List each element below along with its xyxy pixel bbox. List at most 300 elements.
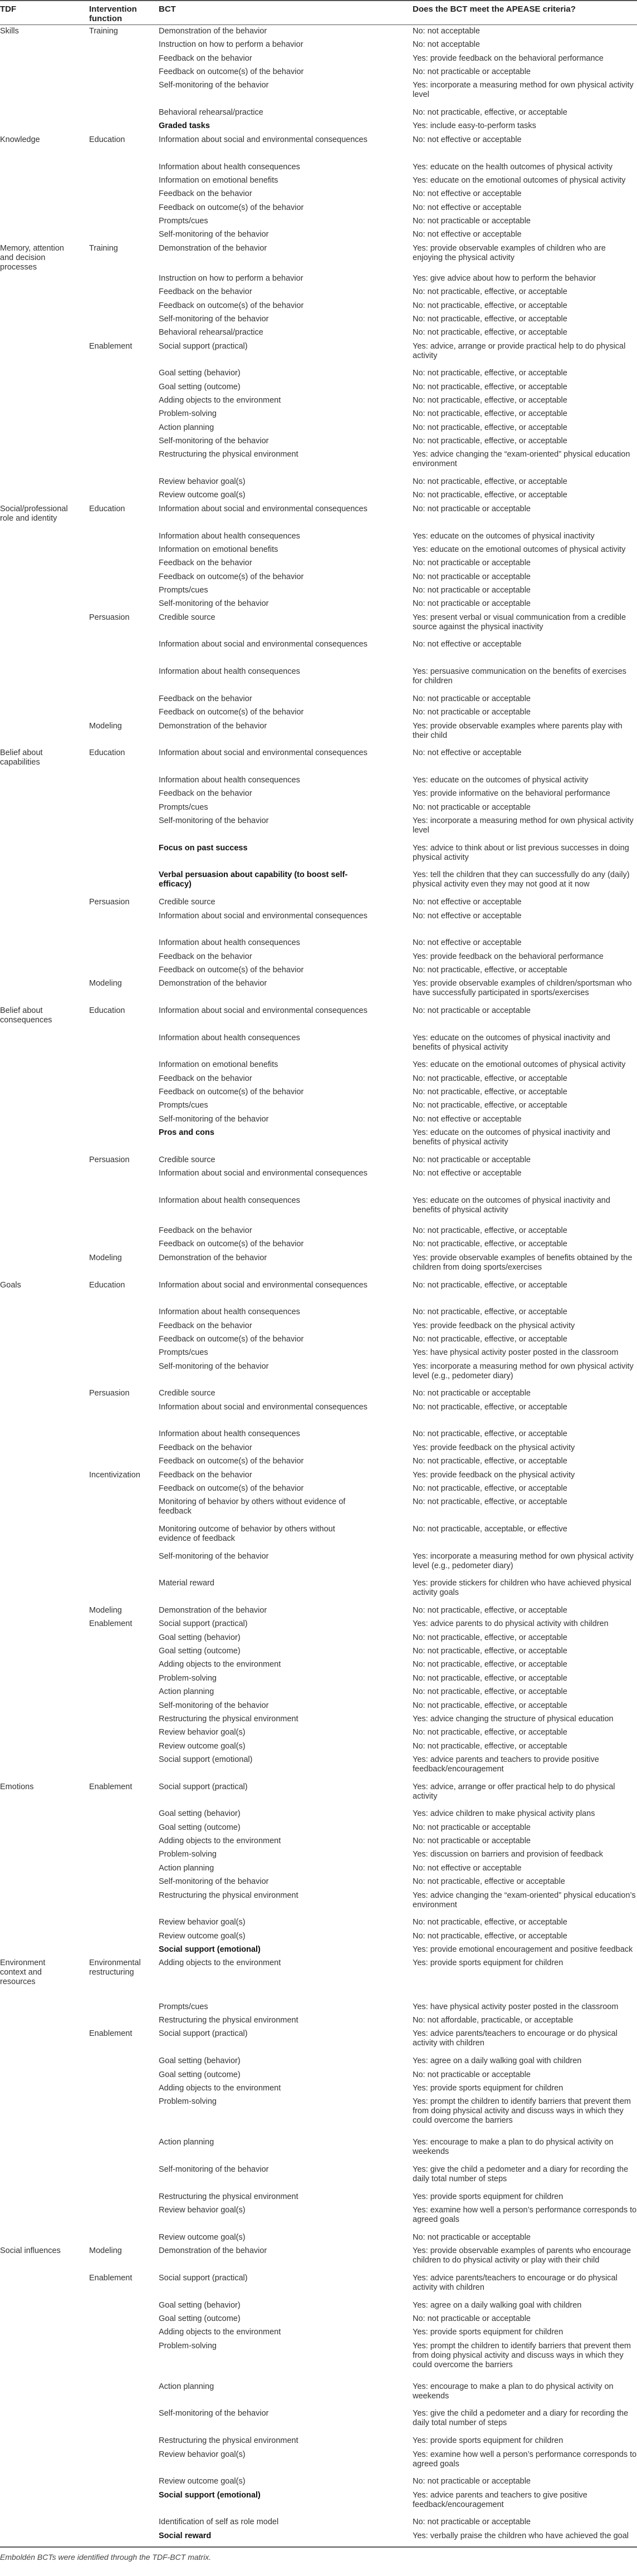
apease-cell: Yes: provide sports equipment for children xyxy=(413,2328,564,2337)
apease-cell: No: not practicable, effective, or acceptable xyxy=(413,1088,567,1096)
bct-cell: Restructuring the physical environment xyxy=(159,2436,298,2445)
bct-cell: Prompts/cues xyxy=(159,803,208,812)
apease-cell: Yes: provide observable examples of children/sportsman who have successfully participated in sports/exercises xyxy=(413,979,632,997)
apease-cell: No: not practicable, effective, or acceptable xyxy=(413,1101,567,1110)
apease-cell: No: not practicable, effective, or acceptable xyxy=(413,383,567,391)
bct-cell: Self-monitoring of the behavior xyxy=(159,2409,269,2418)
bct-cell: Restructuring the physical environment xyxy=(159,1715,298,1723)
bct-cell: Action planning xyxy=(159,2138,214,2147)
function-cell: Incentivization xyxy=(89,1471,140,1480)
apease-cell: Yes: provide informative on the behavioral performance xyxy=(413,789,610,798)
bct-cell: Focus on past success xyxy=(159,844,248,853)
apease-cell: No: not practicable, effective, or acceptable xyxy=(413,396,567,405)
bct-cell: Feedback on the behavior xyxy=(159,1471,252,1480)
bct-cell: Demonstration of the behavior xyxy=(159,27,267,36)
bct-cell: Information about social and environmental consequences xyxy=(159,1169,367,1178)
bct-cell: Adding objects to the environment xyxy=(159,2084,281,2093)
apease-cell: Yes: provide observable examples of benefits obtained by the children from doing sports/exercises xyxy=(413,1253,633,1272)
apease-cell: Yes: persuasive communication on the benefits of exercises for children xyxy=(413,667,626,685)
bct-cell: Self-monitoring of the behavior xyxy=(159,1552,269,1561)
apease-cell: Yes: provide observable examples of parents who encourage children to do physical activity or play with their child xyxy=(413,2246,631,2265)
apease-cell: Yes: agree on a daily walking goal with children xyxy=(413,2301,582,2310)
apease-cell: No: not effective or acceptable xyxy=(413,748,522,757)
apease-cell: Yes: educate on the emotional outcomes of physical activity xyxy=(413,1060,626,1069)
apease-cell: No: not practicable or acceptable xyxy=(413,1155,531,1164)
apease-cell: No: not practicable or acceptable xyxy=(413,2070,531,2079)
apease-cell: Yes: provide feedback on the behavioral performance xyxy=(413,54,604,63)
apease-cell: No: not practicable, effective, or acceptable xyxy=(413,1633,567,1642)
apease-cell: Yes: advice parents and teachers to give positive feedback/encouragement xyxy=(413,2491,587,2509)
apease-cell: No: not practicable, effective, or acceptable xyxy=(413,1674,567,1683)
apease-cell: Yes: advice, arrange or provide practical help to do physical activity xyxy=(413,342,626,360)
apease-cell: Yes: prompt the children to identify barriers that prevent them from doing physical activity and discuss ways in which they could overcome the barriers xyxy=(413,2097,631,2125)
bct-cell: Feedback on outcome(s) of the behavior xyxy=(159,1335,304,1344)
bct-cell: Social support (practical) xyxy=(159,342,248,351)
apease-cell: No: not practicable, effective, or acceptable xyxy=(413,1403,567,1412)
bct-cell: Goal setting (outcome) xyxy=(159,383,241,391)
bct-cell: Review outcome goal(s) xyxy=(159,2477,246,2486)
bct-cell: Review outcome goal(s) xyxy=(159,1932,246,1941)
apease-cell: No: not practicable, effective, or acceptable xyxy=(413,1429,567,1438)
bct-cell: Feedback on outcome(s) of the behavior xyxy=(159,1484,304,1493)
bct-cell: Review outcome goal(s) xyxy=(159,1742,246,1751)
bct-cell: Information on emotional benefits xyxy=(159,1060,278,1069)
bct-cell: Self-monitoring of the behavior xyxy=(159,315,269,324)
bct-cell: Goal setting (outcome) xyxy=(159,1823,241,1832)
apease-cell: No: not acceptable xyxy=(413,40,480,49)
apease-cell: No: not practicable, effective, or acceptable xyxy=(413,1307,567,1316)
apease-cell: No: not practicable, effective, or acceptable xyxy=(413,1728,567,1737)
apease-cell: No: not practicable, effective, or acceptable xyxy=(413,328,567,337)
bct-cell: Social support (practical) xyxy=(159,1619,248,1628)
function-cell: Education xyxy=(89,1281,125,1290)
function-cell: Persuasion xyxy=(89,898,130,907)
bct-cell: Instruction on how to perform a behavior xyxy=(159,274,303,283)
apease-cell: No: not practicable, effective, or acceptable xyxy=(413,1497,567,1506)
bct-cell: Information about social and environmental consequences xyxy=(159,1281,367,1290)
apease-cell: No: not practicable, effective or acceptable xyxy=(413,1877,565,1886)
function-cell: Modeling xyxy=(89,2246,122,2255)
function-cell: Persuasion xyxy=(89,1155,130,1164)
apease-cell: Yes: discussion on barriers and provision of feedback xyxy=(413,1850,604,1859)
apease-cell: No: not effective or acceptable xyxy=(413,1169,522,1178)
bct-cell: Social support (practical) xyxy=(159,2274,248,2283)
function-cell: Education xyxy=(89,1006,125,1015)
apease-cell: No: not effective or acceptable xyxy=(413,1864,522,1873)
apease-cell: Yes: encourage to make a plan to do physical activity on weekends xyxy=(413,2382,614,2401)
apease-cell: No: not practicable, effective, or acceptable xyxy=(413,1687,567,1696)
bct-cell: Information about health consequences xyxy=(159,163,300,172)
apease-cell: No: not practicable, effective, or acceptable xyxy=(413,966,567,974)
bct-cell: Demonstration of the behavior xyxy=(159,1606,267,1615)
apease-cell: Yes: give advice about how to perform the behavior xyxy=(413,274,596,283)
apease-cell: Yes: provide observable examples of children who are enjoying the physical activity xyxy=(413,244,606,262)
apease-cell: Yes: tell the children that they can successfully do any (daily) physical activity even they may not good at it now xyxy=(413,870,630,889)
bct-cell: Information about health consequences xyxy=(159,776,300,785)
bct-cell: Adding objects to the environment xyxy=(159,1836,281,1845)
bct-cell: Review behavior goal(s) xyxy=(159,1728,246,1737)
bct-cell: Information about health consequences xyxy=(159,1307,300,1316)
bct-cell: Goal setting (behavior) xyxy=(159,1633,241,1642)
function-cell: Environmental restructuring xyxy=(89,1958,141,1977)
bct-cell: Problem-solving xyxy=(159,1850,217,1859)
apease-cell: Yes: advice changing the “exam-oriented” physical education’s environment xyxy=(413,1891,636,1909)
bct-cell: Information about social and environmental consequences xyxy=(159,748,367,757)
function-cell: Training xyxy=(89,244,118,253)
bct-cell: Verbal persuasion about capability (to boost self-efficacy) xyxy=(159,870,348,889)
bct-cell: Self-monitoring of the behavior xyxy=(159,1877,269,1886)
bct-cell: Feedback on outcome(s) of the behavior xyxy=(159,203,304,212)
bct-cell: Prompts/cues xyxy=(159,586,208,595)
function-cell: Enablement xyxy=(89,2274,133,2283)
apease-cell: Yes: provide stickers for children who have achieved physical activity goals xyxy=(413,1579,631,1597)
bct-cell: Goal setting (behavior) xyxy=(159,2056,241,2065)
table-footnote: Emboldén BCTs were identified through the TDF-BCT matrix. xyxy=(0,2553,212,2562)
apease-cell: Yes: advice parents/teachers to encourage or do physical activity with children xyxy=(413,2274,618,2292)
bct-cell: Prompts/cues xyxy=(159,217,208,226)
apease-cell: Yes: provide emotional encouragement and positive feedback xyxy=(413,1945,633,1954)
bct-cell: Pros and cons xyxy=(159,1128,214,1137)
bct-cell: Adding objects to the environment xyxy=(159,2328,281,2337)
bct-cell: Information about social and environmental consequences xyxy=(159,505,367,513)
bct-cell: Feedback on the behavior xyxy=(159,694,252,703)
apease-cell: No: not practicable, effective, or acceptable xyxy=(413,1918,567,1927)
bct-cell: Information about social and environmental consequences xyxy=(159,135,367,144)
apease-cell: No: not practicable, effective, or acceptable xyxy=(413,423,567,432)
apease-cell: No: not practicable, effective, or acceptable xyxy=(413,301,567,310)
apease-cell: No: not effective or acceptable xyxy=(413,189,522,198)
bct-cell: Information about social and environmental consequences xyxy=(159,1006,367,1015)
function-cell: Education xyxy=(89,748,125,757)
apease-cell: Yes: provide sports equipment for children xyxy=(413,2192,564,2201)
apease-cell: No: not effective or acceptable xyxy=(413,230,522,239)
bct-cell: Prompts/cues xyxy=(159,1101,208,1110)
bct-cell: Information about social and environmental consequences xyxy=(159,640,367,649)
function-cell: Persuasion xyxy=(89,1389,130,1398)
bct-cell: Feedback on outcome(s) of the behavior xyxy=(159,708,304,717)
apease-cell: No: not practicable or acceptable xyxy=(413,1389,531,1398)
bct-cell: Adding objects to the environment xyxy=(159,1958,281,1967)
apease-cell: No: not practicable or acceptable xyxy=(413,67,531,76)
function-cell: Education xyxy=(89,505,125,513)
bct-cell: Problem-solving xyxy=(159,1674,217,1683)
apease-cell: No: not practicable, effective, or acceptable xyxy=(413,1281,567,1290)
apease-cell: Yes: provide feedback on the physical activity xyxy=(413,1443,575,1452)
apease-cell: No: not practicable or acceptable xyxy=(413,559,531,567)
apease-cell: Yes: give the child a pedometer and a diary for recording the daily total number of steps xyxy=(413,2409,629,2427)
bct-cell: Information about social and environmental consequences xyxy=(159,1403,367,1412)
bct-cell: Self-monitoring of the behavior xyxy=(159,230,269,239)
bct-cell: Instruction on how to perform a behavior xyxy=(159,40,303,49)
tdf-cell: Goals xyxy=(0,1281,21,1290)
apease-cell: Yes: educate on the outcomes of physical activity xyxy=(413,776,589,785)
bct-cell: Self-monitoring of the behavior xyxy=(159,437,269,445)
bct-cell: Information about health consequences xyxy=(159,1196,300,1205)
apease-cell: No: not practicable, effective, or acceptable xyxy=(413,108,567,117)
apease-cell: No: not practicable, effective, or acceptable xyxy=(413,491,567,499)
tdf-cell: Emotions xyxy=(0,1782,34,1791)
apease-cell: Yes: verbally praise the children who have achieved the goal xyxy=(413,2531,629,2540)
apease-cell: Yes: include easy-to-perform tasks xyxy=(413,121,536,130)
apease-cell: Yes: agree on a daily walking goal with children xyxy=(413,2056,582,2065)
apease-cell: No: not practicable or acceptable xyxy=(413,217,531,226)
apease-cell: Yes: have physical activity poster posted in the classroom xyxy=(413,1348,619,1357)
bct-cell: Demonstration of the behavior xyxy=(159,979,267,988)
apease-cell: Yes: advice to think about or list previous successes in doing physical activity xyxy=(413,844,629,862)
apease-cell: No: not practicable or acceptable xyxy=(413,708,531,717)
bct-cell: Prompts/cues xyxy=(159,1348,208,1357)
apease-cell: Yes: advice children to make physical activity plans xyxy=(413,1809,595,1818)
header-bct: BCT xyxy=(159,4,176,14)
tdf-cell: Skills xyxy=(0,27,19,36)
bct-cell: Demonstration of the behavior xyxy=(159,722,267,731)
apease-cell: No: not effective or acceptable xyxy=(413,203,522,212)
bct-cell: Graded tasks xyxy=(159,121,210,130)
apease-cell: No: not practicable or acceptable xyxy=(413,505,531,513)
function-cell: Modeling xyxy=(89,979,122,988)
bct-cell: Identification of self as role model xyxy=(159,2518,279,2526)
apease-cell: No: not practicable or acceptable xyxy=(413,2314,531,2323)
bct-cell: Problem-solving xyxy=(159,2097,217,2106)
apease-cell: No: not practicable or acceptable xyxy=(413,572,531,581)
function-cell: Enablement xyxy=(89,1782,133,1791)
bct-cell: Action planning xyxy=(159,1687,214,1696)
apease-cell: Yes: have physical activity poster posted in the classroom xyxy=(413,2002,619,2011)
bct-cell: Credible source xyxy=(159,613,215,622)
apease-cell: Yes: educate on the health outcomes of physical activity xyxy=(413,163,612,172)
apease-cell: No: not practicable, effective, or acceptable xyxy=(413,437,567,445)
bct-cell: Information on emotional benefits xyxy=(159,545,278,554)
bct-cell: Problem-solving xyxy=(159,409,217,418)
bct-cell: Review behavior goal(s) xyxy=(159,477,246,486)
bct-cell: Credible source xyxy=(159,1389,215,1398)
bct-cell: Self-monitoring of the behavior xyxy=(159,1115,269,1124)
bct-cell: Behavioral rehearsal/practice xyxy=(159,108,263,117)
bct-cell: Review outcome goal(s) xyxy=(159,491,246,499)
apease-cell: No: not practicable or acceptable xyxy=(413,2233,531,2242)
apease-cell: Yes: examine how well a person’s performance corresponds to agreed goals xyxy=(413,2450,637,2469)
bct-cell: Social support (emotional) xyxy=(159,2491,261,2500)
apease-cell: No: not practicable or acceptable xyxy=(413,1006,531,1015)
apease-cell: Yes: educate on the emotional outcomes of physical activity xyxy=(413,176,626,185)
bct-cell: Goal setting (outcome) xyxy=(159,2070,241,2079)
apease-cell: No: not practicable or acceptable xyxy=(413,586,531,595)
apease-cell: Yes: incorporate a measuring method for own physical activity level xyxy=(413,81,634,99)
bct-cell: Information on emotional benefits xyxy=(159,176,278,185)
bct-cell: Self-monitoring of the behavior xyxy=(159,1701,269,1710)
apease-cell: Yes: give the child a pedometer and a diary for recording the daily total number of steps xyxy=(413,2165,629,2183)
bct-cell: Adding objects to the environment xyxy=(159,396,281,405)
apease-cell: No: not practicable or acceptable xyxy=(413,803,531,812)
apease-cell: Yes: educate on the outcomes of physical inactivity and benefits of physical activity xyxy=(413,1128,610,1147)
function-cell: Modeling xyxy=(89,1253,122,1262)
apease-cell: No: not practicable, effective, or acceptable xyxy=(413,1701,567,1710)
bct-cell: Information about health consequences xyxy=(159,667,300,676)
bct-cell: Goal setting (behavior) xyxy=(159,2301,241,2310)
header-apease: Does the BCT meet the APEASE criteria? xyxy=(413,4,576,14)
bct-cell: Self-monitoring of the behavior xyxy=(159,81,269,90)
function-cell: Modeling xyxy=(89,1606,122,1615)
bct-cell: Feedback on outcome(s) of the behavior xyxy=(159,1088,304,1096)
apease-cell: Yes: educate on the outcomes of physical inactivity xyxy=(413,532,595,541)
apease-cell: Yes: examine how well a person’s performance corresponds to agreed goals xyxy=(413,2206,637,2224)
apease-cell: No: not practicable or acceptable xyxy=(413,599,531,608)
table-bottom-rule xyxy=(0,2546,637,2548)
bct-cell: Monitoring outcome of behavior by others without evidence of feedback xyxy=(159,1525,335,1543)
bct-cell: Feedback on outcome(s) of the behavior xyxy=(159,966,304,974)
bct-cell: Review behavior goal(s) xyxy=(159,1918,246,1927)
tdf-cell: Memory, attention and decision processes xyxy=(0,244,64,272)
bct-cell: Problem-solving xyxy=(159,2342,217,2350)
apease-cell: No: not acceptable xyxy=(413,27,480,36)
bct-cell: Goal setting (outcome) xyxy=(159,1647,241,1656)
bct-cell: Goal setting (behavior) xyxy=(159,369,241,378)
bct-cell: Feedback on outcome(s) of the behavior xyxy=(159,1240,304,1248)
apease-cell: No: not practicable or acceptable xyxy=(413,1823,531,1832)
apease-cell: Yes: provide feedback on the physical activity xyxy=(413,1471,575,1480)
apease-cell: No: not practicable, effective, or acceptable xyxy=(413,477,567,486)
apease-cell: No: not practicable, acceptable, or effective xyxy=(413,1525,567,1534)
tdf-cell: Belief about consequences xyxy=(0,1006,52,1025)
bct-cell: Demonstration of the behavior xyxy=(159,2246,267,2255)
bct-cell: Goal setting (outcome) xyxy=(159,2314,241,2323)
bct-cell: Review behavior goal(s) xyxy=(159,2206,246,2215)
apease-cell: No: not effective or acceptable xyxy=(413,135,522,144)
apease-cell: Yes: incorporate a measuring method for own physical activity level xyxy=(413,816,634,835)
apease-cell: No: not practicable or acceptable xyxy=(413,2477,531,2486)
function-cell: Persuasion xyxy=(89,613,130,622)
bct-cell: Information about health consequences xyxy=(159,1429,300,1438)
tdf-cell: Belief about capabilities xyxy=(0,748,43,767)
bct-cell: Goal setting (behavior) xyxy=(159,1809,241,1818)
apease-cell: Yes: present verbal or visual communication from a credible source against the physical inactivity xyxy=(413,613,626,631)
bct-cell: Behavioral rehearsal/practice xyxy=(159,328,263,337)
function-cell: Enablement xyxy=(89,1619,133,1628)
bct-cell: Feedback on the behavior xyxy=(159,789,252,798)
tdf-cell: Knowledge xyxy=(0,135,40,144)
apease-cell: Yes: advice parents and teachers to provide positive feedback/encouragement xyxy=(413,1755,599,1774)
bct-cell: Feedback on the behavior xyxy=(159,952,252,961)
bct-cell: Feedback on the behavior xyxy=(159,287,252,296)
apease-cell: No: not practicable, effective, or acceptable xyxy=(413,1074,567,1083)
bct-cell: Feedback on the behavior xyxy=(159,1443,252,1452)
bct-cell: Feedback on the behavior xyxy=(159,1074,252,1083)
apease-cell: Yes: provide observable examples where parents play with their child xyxy=(413,722,623,740)
bct-cell: Feedback on the behavior xyxy=(159,1226,252,1235)
apease-cell: No: not practicable, effective, or acceptable xyxy=(413,409,567,418)
apease-cell: No: not effective or acceptable xyxy=(413,938,522,947)
apease-cell: No: not practicable, effective, or acceptable xyxy=(413,1660,567,1669)
apease-cell: No: not effective or acceptable xyxy=(413,898,522,907)
function-cell: Training xyxy=(89,27,118,36)
bct-cell: Feedback on the behavior xyxy=(159,189,252,198)
apease-cell: Yes: prompt the children to identify barriers that prevent them from doing physical activity and discuss ways in which they could overcome the barriers xyxy=(413,2342,631,2369)
bct-cell: Feedback on the behavior xyxy=(159,559,252,567)
bct-cell: Feedback on the behavior xyxy=(159,54,252,63)
bct-cell: Social support (practical) xyxy=(159,1782,248,1791)
apease-cell: Yes: advice changing the structure of physical education xyxy=(413,1715,614,1723)
bct-cell: Feedback on outcome(s) of the behavior xyxy=(159,301,304,310)
bct-cell: Self-monitoring of the behavior xyxy=(159,816,269,825)
bct-cell: Material reward xyxy=(159,1579,214,1588)
table-top-rule xyxy=(0,0,637,1)
bct-cell: Action planning xyxy=(159,2382,214,2391)
apease-cell: No: not practicable, effective, or acceptable xyxy=(413,369,567,378)
apease-cell: Yes: advice changing the “exam-oriented” physical education environment xyxy=(413,450,630,468)
apease-cell: No: not practicable, effective, or acceptable xyxy=(413,1226,567,1235)
function-cell: Education xyxy=(89,135,125,144)
apease-cell: No: not practicable, effective, or acceptable xyxy=(413,1240,567,1248)
apease-cell: Yes: encourage to make a plan to do physical activity on weekends xyxy=(413,2138,614,2156)
apease-cell: No: not practicable, effective, or acceptable xyxy=(413,1742,567,1751)
bct-cell: Review behavior goal(s) xyxy=(159,2450,246,2459)
bct-cell: Monitoring of behavior by others without evidence of feedback xyxy=(159,1497,346,1516)
apease-cell: No: not practicable, effective, or acceptable xyxy=(413,315,567,324)
apease-cell: No: not effective or acceptable xyxy=(413,1115,522,1124)
tdf-cell: Social/professional role and identity xyxy=(0,505,68,523)
apease-cell: Yes: provide feedback on the physical activity xyxy=(413,1321,575,1330)
bct-cell: Information about social and environmental consequences xyxy=(159,912,367,920)
bct-cell: Social reward xyxy=(159,2531,212,2540)
apease-cell: No: not effective or acceptable xyxy=(413,912,522,920)
tdf-cell: Social influences xyxy=(0,2246,61,2255)
bct-cell: Action planning xyxy=(159,423,214,432)
bct-cell: Feedback on the behavior xyxy=(159,1321,252,1330)
bct-cell: Action planning xyxy=(159,1864,214,1873)
apease-cell: No: not effective or acceptable xyxy=(413,640,522,649)
apease-cell: Yes: provide sports equipment for children xyxy=(413,1958,564,1967)
function-cell: Enablement xyxy=(89,342,133,351)
bct-cell: Restructuring the physical environment xyxy=(159,2192,298,2201)
apease-cell: Yes: provide sports equipment for children xyxy=(413,2084,564,2093)
bct-cell: Review outcome goal(s) xyxy=(159,2233,246,2242)
tdf-cell: Environment context and resources xyxy=(0,1958,46,1986)
apease-cell: Yes: educate on the outcomes of physical inactivity and benefits of physical activity xyxy=(413,1034,610,1052)
apease-cell: Yes: incorporate a measuring method for own physical activity level (e.g., pedometer diary) xyxy=(413,1552,634,1570)
apease-cell: Yes: educate on the emotional outcomes of physical activity xyxy=(413,545,626,554)
apease-cell: Yes: advice parents to do physical activity with children xyxy=(413,1619,609,1628)
header-tdf: TDF xyxy=(0,4,17,14)
apease-cell: No: not practicable, effective, or acceptable xyxy=(413,1932,567,1941)
bct-cell: Social support (emotional) xyxy=(159,1945,261,1954)
bct-cell: Credible source xyxy=(159,1155,215,1164)
bct-cell: Prompts/cues xyxy=(159,2002,208,2011)
function-cell: Modeling xyxy=(89,722,122,731)
apease-cell: No: not practicable, effective, or acceptable xyxy=(413,1606,567,1615)
bct-cell: Restructuring the physical environment xyxy=(159,1891,298,1900)
apease-cell: Yes: advice parents/teachers to encourage or do physical activity with children xyxy=(413,2029,618,2048)
apease-cell: No: not practicable, effective, or acceptable xyxy=(413,1484,567,1493)
bct-cell: Self-monitoring of the behavior xyxy=(159,599,269,608)
bct-cell: Feedback on outcome(s) of the behavior xyxy=(159,67,304,76)
apease-cell: Yes: advice, arrange or offer practical help to do physical activity xyxy=(413,1782,615,1801)
apease-cell: No: not practicable, effective, or acceptable xyxy=(413,1647,567,1656)
bct-cell: Feedback on outcome(s) of the behavior xyxy=(159,1457,304,1466)
header-intervention-function: Intervention function xyxy=(89,4,137,23)
bct-cell: Information about health consequences xyxy=(159,1034,300,1042)
apease-cell: No: not practicable or acceptable xyxy=(413,1836,531,1845)
bct-cell: Adding objects to the environment xyxy=(159,1660,281,1669)
bct-cell: Information about health consequences xyxy=(159,532,300,541)
bct-cell: Social support (emotional) xyxy=(159,1755,253,1764)
apease-cell: Yes: incorporate a measuring method for own physical activity level (e.g., pedometer diary) xyxy=(413,1362,634,1380)
bct-cell: Demonstration of the behavior xyxy=(159,1253,267,1262)
apease-cell: No: not practicable, effective, or acceptable xyxy=(413,287,567,296)
function-cell: Enablement xyxy=(89,2029,133,2038)
apease-cell: No: not practicable, effective, or acceptable xyxy=(413,1457,567,1466)
apease-cell: No: not practicable, effective, or acceptable xyxy=(413,1335,567,1344)
apease-cell: No: not practicable or acceptable xyxy=(413,2518,531,2526)
